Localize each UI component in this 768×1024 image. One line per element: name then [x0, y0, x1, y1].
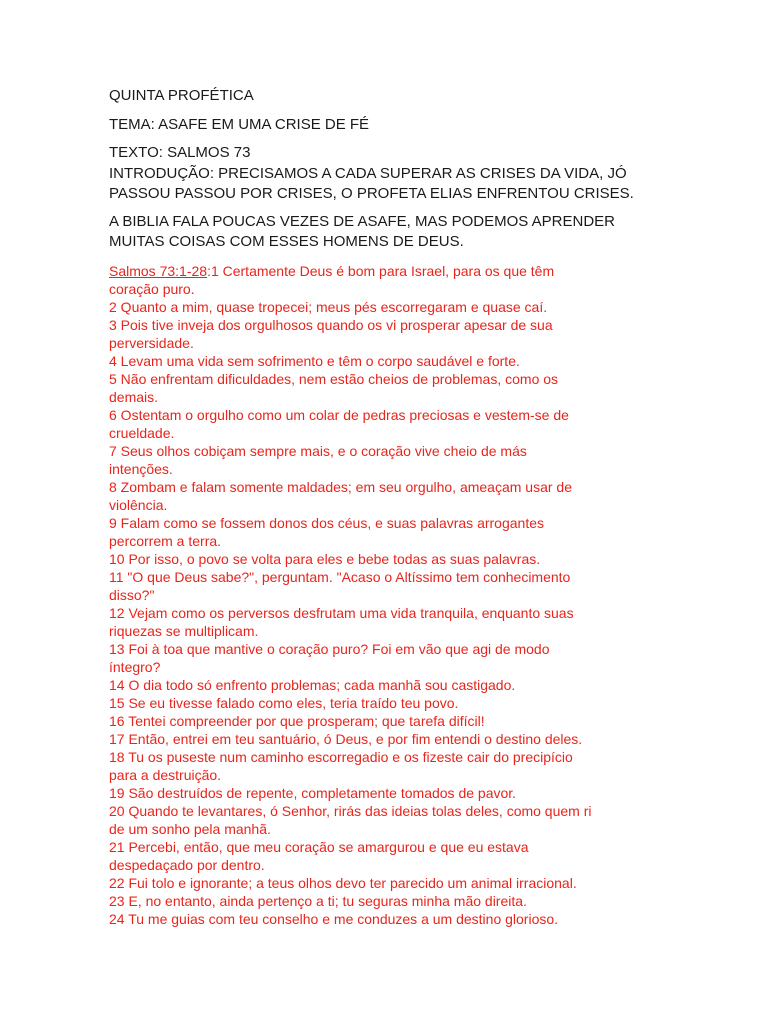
- verse-line: 10 Por isso, o povo se volta para eles e bebe todas as suas palavras.: [109, 551, 541, 567]
- verse-line: 23 E, no entanto, ainda pertenço a ti; tu seguras minha mão direita.: [109, 893, 527, 909]
- verse-line: 6 Ostentam o orgulho como um colar de pedras preciosas e vestem-se de: [109, 407, 569, 423]
- verse-line: demais.: [109, 389, 159, 405]
- biblia-line-2: MUITAS COISAS COM ESSES HOMENS DE DEUS.: [109, 233, 464, 250]
- verse-line: crueldade.: [109, 425, 175, 441]
- biblia-paragraph: [109, 212, 709, 252]
- verse-line: 5 Não enfrentam dificuldades, nem estão cheios de problemas, como os: [109, 371, 559, 387]
- verse-line: despedaçado por dentro.: [109, 857, 265, 873]
- verse-line: para a destruição.: [109, 767, 222, 783]
- verse-line: íntegro?: [109, 659, 161, 675]
- texto-line: TEXTO: SALMOS 73: [109, 144, 251, 161]
- introducao-line-2: PASSOU PASSOU POR CRISES, O PROFETA ELIAS ENFRENTOU CRISES.: [109, 185, 634, 202]
- verse-line: 13 Foi à toa que mantive o coração puro? Foi em vão que agi de modo: [109, 641, 550, 657]
- verse-line: 19 São destruídos de repente, completamente tomados de pavor.: [109, 785, 517, 801]
- verse-line: 8 Zombam e falam somente maldades; em seu orgulho, ameaçam usar de: [109, 479, 573, 495]
- verse-line: 22 Fui tolo e ignorante; a teus olhos devo ter parecido um animal irracional.: [109, 875, 577, 891]
- document-title: QUINTA PROFÉTICA: [109, 87, 254, 104]
- verse-line: intenções.: [109, 461, 173, 477]
- verse-line: 3 Pois tive inveja dos orgulhosos quando os vi prosperar apesar de sua: [109, 317, 553, 333]
- tema-line: TEMA: ASAFE EM UMA CRISE DE FÉ: [109, 116, 370, 133]
- verse-line: 2 Quanto a mim, quase tropecei; meus pés escorregaram e quase caí.: [109, 299, 548, 315]
- verse-line: disso?": [109, 587, 155, 603]
- verse-line: 20 Quando te levantares, ó Senhor, rirás das ideias tolas deles, como quem ri: [109, 803, 592, 819]
- verse-line: 14 O dia todo só enfrento problemas; cada manhã sou castigado.: [109, 677, 516, 693]
- introducao-line-1: INTRODUÇÃO: PRECISAMOS A CADA SUPERAR AS CRISES DA VIDA, JÓ: [109, 165, 627, 182]
- verse-line: 16 Tentei compreender por que prosperam; que tarefa difícil!: [109, 713, 485, 729]
- verse-line: 9 Falam como se fossem donos dos céus, e suas palavras arrogantes: [109, 515, 544, 531]
- verse-line: violência.: [109, 497, 168, 513]
- verse-line: de um sonho pela manhã.: [109, 821, 271, 837]
- biblia-line-1: A BIBLIA FALA POUCAS VEZES DE ASAFE, MAS PODEMOS APRENDER: [109, 213, 616, 230]
- verse-line: 11 "O que Deus sabe?", perguntam. "Acaso o Altíssimo tem conhecimento: [109, 569, 571, 585]
- verse-line: perversidade.: [109, 335, 194, 351]
- verse-line: 12 Vejam como os perversos desfrutam uma vida tranquila, enquanto suas: [109, 605, 574, 621]
- verse-line: 17 Então, entrei em teu santuário, ó Deus, e por fim entendi o destino deles.: [109, 731, 583, 747]
- verse-line: [109, 262, 669, 280]
- psalm-verses: [109, 262, 669, 928]
- verse-line: 18 Tu os puseste num caminho escorregadio e os fizeste cair do precipício: [109, 749, 573, 765]
- introducao-paragraph: [109, 164, 709, 204]
- verse-line: 4 Levam uma vida sem sofrimento e têm o corpo saudável e forte.: [109, 353, 520, 369]
- verse-line: 21 Percebi, então, que meu coração se amargurou e que eu estava: [109, 839, 529, 855]
- verse-line: 24 Tu me guias com teu conselho e me conduzes a um destino glorioso.: [109, 911, 559, 927]
- verse-line: 15 Se eu tivesse falado como eles, teria traído teu povo.: [109, 695, 459, 711]
- verse-line: riquezas se multiplicam.: [109, 623, 259, 639]
- verse-text: :1 Certamente Deus é bom para Israel, para os que têm: [207, 263, 555, 279]
- scripture-reference-link[interactable]: Salmos 73:1-28: [109, 263, 208, 279]
- verse-line: 7 Seus olhos cobiçam sempre mais, e o coração vive cheio de más: [109, 443, 527, 459]
- verse-line: coração puro.: [109, 281, 195, 297]
- verse-line: percorrem a terra.: [109, 533, 222, 549]
